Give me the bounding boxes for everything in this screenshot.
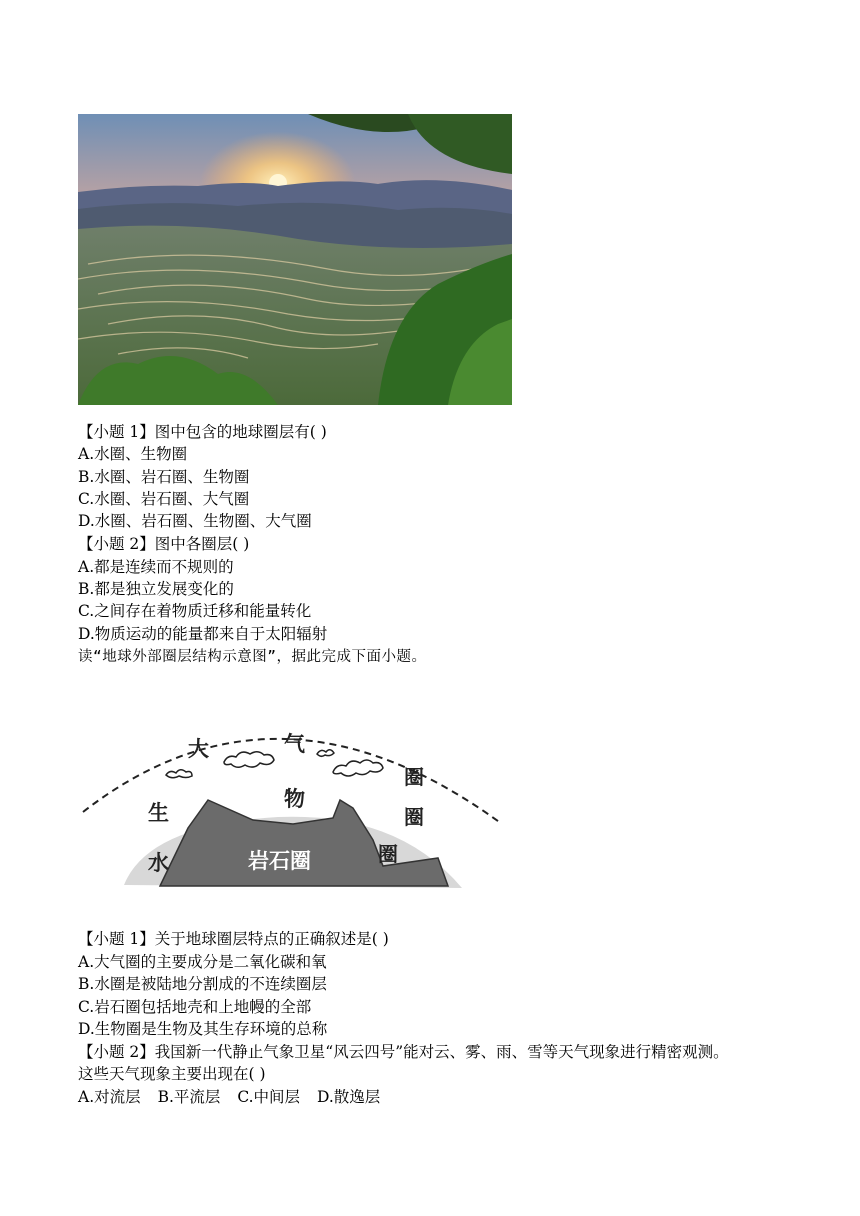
earth-spheres-diagram bbox=[78, 700, 508, 895]
question-4-option-c: C.中间层 bbox=[237, 1088, 301, 1106]
question-2-stem: 【小题 2】图中各圈层( ) bbox=[78, 535, 250, 553]
label-sheng: 生 bbox=[148, 801, 169, 825]
label-quan-biosphere: 圈 bbox=[404, 805, 424, 829]
question-3-stem: 【小题 1】关于地球圈层特点的正确叙述是( ) bbox=[78, 930, 389, 948]
question-3-option-c: C.岩石圈包括地壳和上地幔的全部 bbox=[78, 998, 312, 1016]
question-3-option-b: B.水圈是被陆地分割成的不连续圈层 bbox=[78, 975, 327, 993]
question-4-option-d: D.散逸层 bbox=[317, 1088, 381, 1106]
label-rock-sphere: 岩石圈 bbox=[248, 849, 311, 873]
terraced-fields-photo bbox=[78, 114, 512, 405]
question-1-stem: 【小题 1】图中包含的地球圈层有( ) bbox=[78, 423, 327, 441]
question-1-option-a: A.水圈、生物圈 bbox=[78, 445, 188, 463]
question-1-option-b: B.水圈、岩石圈、生物圈 bbox=[78, 468, 250, 486]
question-1-option-d: D.水圈、岩石圈、生物圈、大气圈 bbox=[78, 512, 312, 530]
question-4-options bbox=[78, 1086, 392, 1108]
label-wu: 物 bbox=[284, 787, 305, 811]
question-4-stem-line1: 【小题 2】我国新一代静止气象卫星“风云四号”能对云、雾、雨、雪等天气现象进行精密观测。 bbox=[78, 1043, 729, 1061]
question-4-option-a: A.对流层 bbox=[78, 1088, 141, 1106]
question-4-option-b: B.平流层 bbox=[157, 1088, 221, 1106]
label-quan-hydrosphere: 圈 bbox=[378, 842, 398, 866]
question-2-option-d: D.物质运动的能量都来自于太阳辐射 bbox=[78, 625, 328, 643]
label-quan-atmosphere: 圈 bbox=[404, 765, 424, 789]
question-2-option-a: A.都是连续而不规则的 bbox=[78, 558, 234, 576]
question-4-stem-line2: 这些天气现象主要出现在( ) bbox=[78, 1065, 266, 1083]
diagram-intro-text: 读“地球外部圈层结构示意图”，据此完成下面小题。 bbox=[78, 649, 427, 665]
label-qi: 气 bbox=[284, 732, 305, 756]
label-da: 大 bbox=[188, 737, 209, 761]
question-2-option-c: C.之间存在着物质迁移和能量转化 bbox=[78, 602, 312, 620]
question-1-option-c: C.水圈、岩石圈、大气圈 bbox=[78, 490, 250, 508]
label-shui: 水 bbox=[148, 851, 169, 875]
question-3-option-a: A.大气圈的主要成分是二氧化碳和氧 bbox=[78, 953, 327, 971]
question-3-option-d: D.生物圈是生物及其生存环境的总称 bbox=[78, 1020, 328, 1038]
question-2-option-b: B.都是独立发展变化的 bbox=[78, 580, 234, 598]
